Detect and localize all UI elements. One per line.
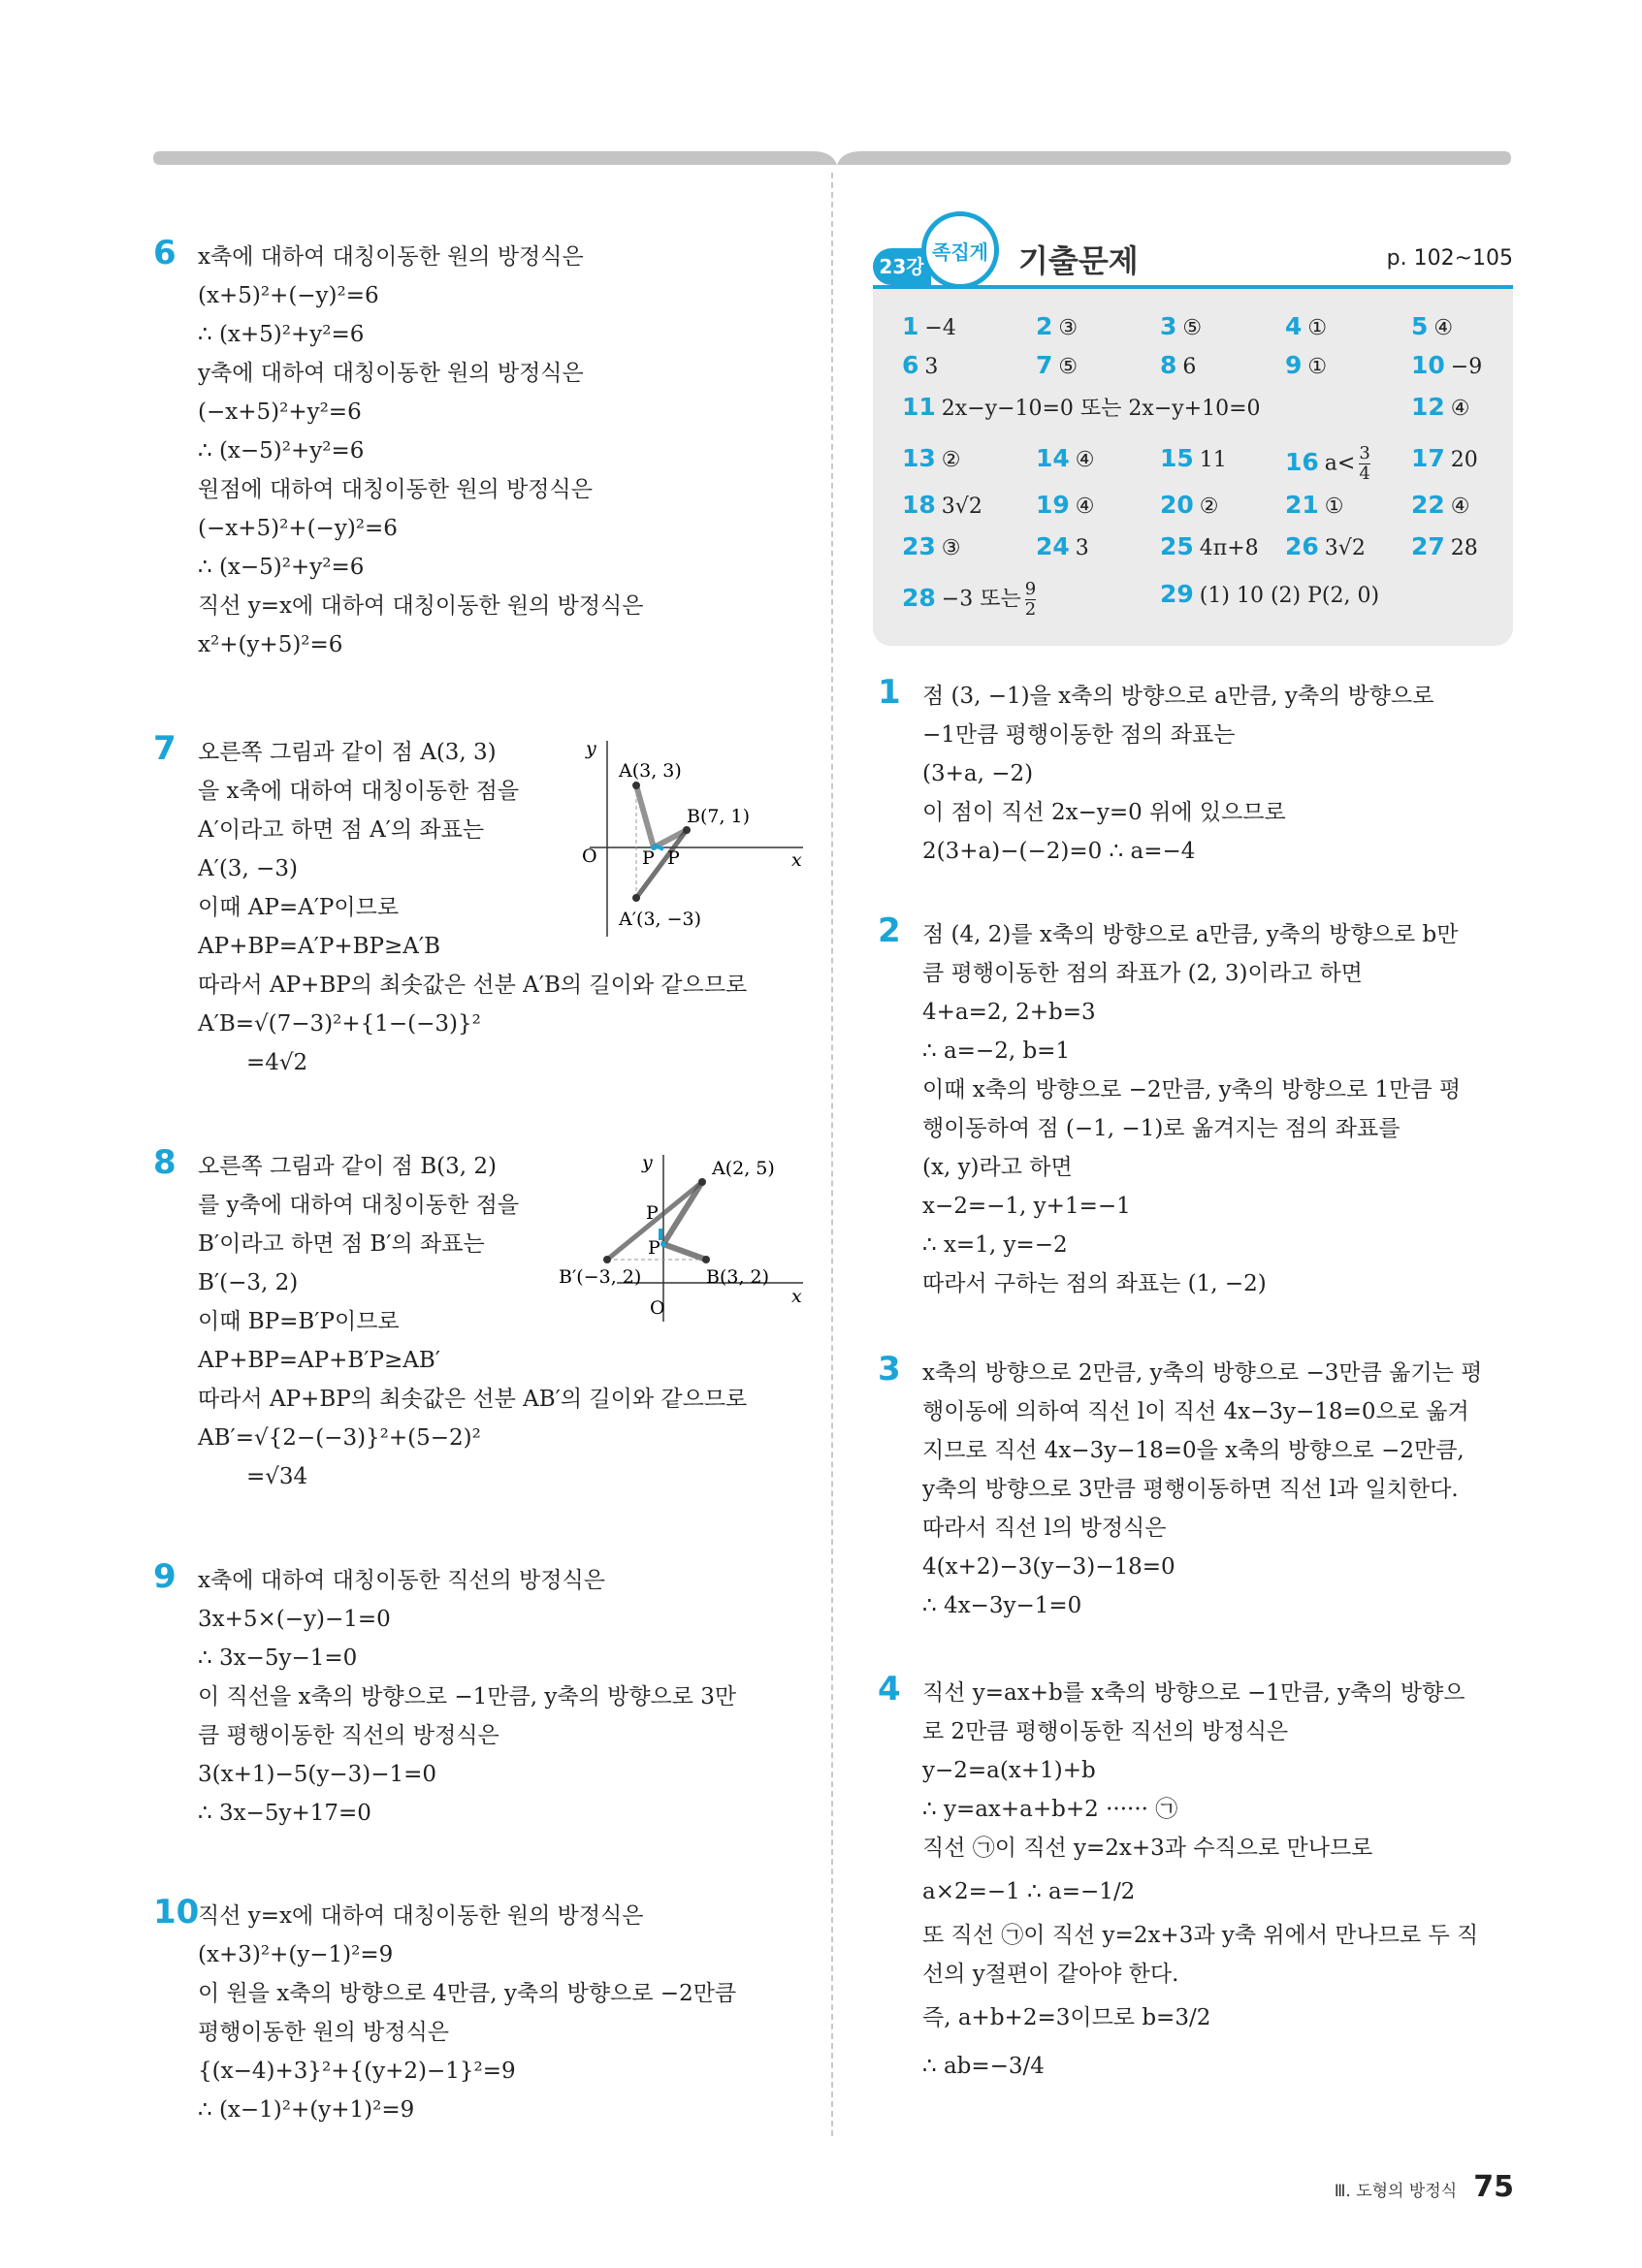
line: 를 y축에 대하여 대칭이동한 점을	[198, 1193, 520, 1218]
figure-label-B: B(3, 2)	[706, 1266, 770, 1288]
line: ∴ 3x−5y−1=0	[198, 1645, 358, 1671]
answer-value: 2x−y−10=0 또는 2x−y+10=0	[941, 397, 1261, 421]
answer-item	[1411, 444, 1478, 475]
line: (−x+5)²+(−y)²=6	[198, 516, 398, 541]
answer-number: 1	[902, 312, 919, 340]
figure-y-axis-label: y	[586, 738, 596, 759]
answer-item	[1036, 491, 1095, 522]
answer-value: ④	[1433, 316, 1454, 340]
line: 큼 평행이동한 점의 좌표가 (2, 3)이라고 하면	[922, 961, 1363, 986]
answer-value: 3√2	[1324, 536, 1366, 560]
answer-value: ④	[1075, 495, 1095, 519]
line: 평행이동한 원의 방정식은	[198, 2020, 450, 2045]
line: AB′=√{2−(−3)}²+(5−2)²	[198, 1425, 481, 1451]
answer-item	[902, 580, 1036, 620]
line: −1만큼 평행이동한 점의 좌표는	[922, 722, 1236, 748]
answer-value: 3	[924, 355, 939, 379]
figure-label-A-prime: A′(3, −3)	[619, 909, 702, 930]
line: 따라서 AP+BP의 최솟값은 선분 A′B의 길이와 같으므로	[198, 973, 748, 998]
solution-lines	[198, 1897, 803, 2129]
line: =√34	[246, 1464, 308, 1489]
answer-number: 4	[1285, 312, 1303, 340]
line: 따라서 직선 l의 방정식은	[922, 1516, 1167, 1541]
answer-value: ②	[941, 448, 961, 472]
answer-value: 4π+8	[1199, 536, 1259, 560]
line: 직선 ㉠이 직선 y=2x+3과 수직으로 만나므로	[922, 1836, 1373, 1861]
answer-number: 11	[902, 393, 936, 421]
figure-label-P: P	[648, 1237, 660, 1259]
answer-item	[1160, 351, 1196, 382]
lecture-tag: 23강	[873, 248, 931, 285]
figure-reflection-x-axis	[559, 733, 803, 937]
line: (x+5)²+(−y)²=6	[198, 283, 379, 308]
answer-item	[1411, 532, 1478, 563]
line: A′이라고 하면 점 A′의 좌표는	[198, 817, 485, 843]
line: x축에 대하여 대칭이동한 직선의 방정식은	[198, 1568, 605, 1593]
line: 직선 y=ax+b를 x축의 방향으로 −1만큼, y축의 방향으	[922, 1680, 1465, 1706]
line: 선의 y절편이 같아야 한다.	[922, 1962, 1179, 1987]
answer-number: 24	[1036, 532, 1070, 560]
solution-lines	[198, 238, 803, 664]
figure-label-B: B(7, 1)	[687, 806, 751, 827]
answer-item	[1036, 532, 1089, 563]
line: (x, y)라고 하면	[922, 1155, 1073, 1180]
line: (−x+5)²+y²=6	[198, 399, 362, 425]
answer-value: −4	[924, 316, 956, 340]
answer-key-header	[873, 211, 1513, 289]
page-footer	[1335, 2170, 1514, 2204]
problem-number: 4	[878, 1670, 901, 1709]
line: ∴ (x−1)²+(y+1)²=9	[198, 2097, 415, 2123]
line: 큼 평행이동한 직선의 방정식은	[198, 1723, 499, 1748]
line: A′B=√(7−3)²+{1−(−3)}²	[198, 1011, 481, 1037]
answer-value: ②	[1199, 495, 1219, 519]
line: 오른쪽 그림과 같이 점 A(3, 3)	[198, 740, 497, 765]
answer-number: 17	[1411, 444, 1445, 472]
figure-label-P: P	[642, 847, 655, 869]
answer-number: 16	[1285, 447, 1319, 476]
answer-item	[1036, 312, 1078, 343]
answer-number: 12	[1411, 393, 1445, 421]
answer-value: a<	[1324, 451, 1356, 476]
answer-number: 18	[902, 491, 936, 519]
line: 점 (4, 2)를 x축의 방향으로 a만큼, y축의 방향으로 b만	[922, 922, 1459, 947]
answer-item	[1285, 351, 1327, 382]
answer-item	[902, 444, 961, 475]
figure-y-axis-label: y	[642, 1152, 653, 1173]
badge-circle: 족집게	[921, 211, 999, 289]
answer-number: 13	[902, 444, 936, 472]
line: 이때 BP=B′P이므로	[198, 1309, 400, 1334]
answer-number: 23	[902, 532, 936, 560]
answer-item	[902, 532, 961, 563]
answer-number: 14	[1036, 444, 1070, 472]
answer-number: 7	[1036, 351, 1053, 379]
line: ∴ 3x−5y+17=0	[198, 1801, 371, 1826]
answer-number: 20	[1160, 491, 1194, 519]
problem-number: 3	[878, 1350, 901, 1389]
answer-item	[1160, 312, 1202, 343]
solution-lines	[198, 1561, 803, 1833]
fraction-denominator: 2	[1024, 599, 1037, 620]
answer-number: 27	[1411, 532, 1445, 560]
line: 이 점이 직선 2x−y=0 위에 있으므로	[922, 800, 1286, 825]
line: AP+BP=A′P+BP≥A′B	[198, 934, 440, 959]
line: 3(x+1)−5(y−3)−1=0	[198, 1762, 437, 1787]
line: 따라서 구하는 점의 좌표는 (1, −2)	[922, 1271, 1267, 1296]
fraction-numerator: 9	[1024, 579, 1037, 599]
answer-item	[902, 393, 1261, 424]
figure-label-origin: O	[582, 846, 597, 867]
answer-value: (1) 10 (2) P(2, 0)	[1199, 584, 1380, 608]
line: 이 직선을 x축의 방향으로 −1만큼, y축의 방향으로 3만	[198, 1684, 737, 1709]
answer-value: 20	[1450, 448, 1478, 472]
line: ∴ (x−5)²+y²=6	[198, 438, 365, 463]
line: ∴ a=−2, b=1	[922, 1038, 1071, 1064]
figure-reflection-y-axis	[559, 1147, 803, 1326]
line: x축에 대하여 대칭이동한 원의 방정식은	[198, 244, 584, 270]
line: 2(3+a)−(−2)=0 ∴ a=−4	[922, 839, 1196, 864]
answer-value: 3	[1075, 536, 1089, 560]
problem-number: 1	[878, 673, 901, 712]
line: ∴ (x−5)²+y²=6	[198, 555, 365, 580]
answer-item	[1285, 491, 1344, 522]
problem-number: 8	[153, 1143, 177, 1182]
line: A′(3, −3)	[198, 856, 298, 881]
fraction	[1359, 444, 1369, 484]
fraction	[1025, 580, 1036, 620]
problem-number: 2	[878, 911, 901, 950]
line: y−2=a(x+1)+b	[922, 1758, 1096, 1783]
answer-number: 6	[902, 351, 919, 379]
answer-item	[902, 312, 956, 343]
line: x축의 방향으로 2만큼, y축의 방향으로 −3만큼 옮기는 평	[922, 1360, 1483, 1386]
answer-number: 3	[1160, 312, 1177, 340]
line: (3+a, −2)	[922, 761, 1034, 786]
line: 이 원을 x축의 방향으로 4만큼, y축의 방향으로 −2만큼	[198, 1981, 737, 2006]
answer-number: 10	[1411, 351, 1445, 379]
problem-number: 6	[153, 234, 177, 272]
line: 4(x+2)−3(y−3)−18=0	[922, 1554, 1175, 1580]
answer-item	[1411, 491, 1470, 522]
answer-value: −3 또는	[941, 587, 1021, 612]
column-divider	[831, 173, 833, 2136]
line: ∴ y=ax+a+b+2 ······ ㉠	[922, 1797, 1178, 1822]
line: 행이동하여 점 (−1, −1)로 옮겨지는 점의 좌표를	[922, 1116, 1401, 1141]
answer-key-title: 기출문제	[1018, 242, 1139, 279]
problem-number: 7	[153, 729, 177, 768]
line: 지므로 직선 4x−3y−18=0을 x축의 방향으로 −2만큼,	[922, 1438, 1465, 1463]
line: B′이라고 하면 점 B′의 좌표는	[198, 1231, 485, 1257]
line: x−2=−1, y+1=−1	[922, 1194, 1131, 1219]
top-divider-bar	[153, 151, 1511, 165]
line: 로 2만큼 평행이동한 직선의 방정식은	[922, 1719, 1289, 1744]
answer-item	[1411, 312, 1453, 343]
page-number: 75	[1473, 2170, 1514, 2204]
solution-lines	[922, 915, 1518, 1303]
figure-x-axis-label: x	[791, 849, 802, 871]
fraction-denominator: 4	[1359, 463, 1370, 484]
line: ∴ ab=−3/4	[922, 2054, 1045, 2079]
answer-value: −9	[1450, 355, 1483, 379]
figure-x-axis-label: x	[791, 1286, 802, 1307]
answer-value: ⑤	[1058, 355, 1079, 379]
line: ∴ 4x−3y−1=0	[922, 1593, 1082, 1618]
answer-number: 8	[1160, 351, 1177, 379]
answer-number: 22	[1411, 491, 1445, 519]
fraction-numerator: 3	[1359, 443, 1370, 463]
page-range: p. 102~105	[1386, 246, 1513, 271]
solution-lines	[922, 677, 1518, 871]
line: 따라서 AP+BP의 최솟값은 선분 AB′의 길이와 같으므로	[198, 1387, 748, 1412]
answer-value: 11	[1199, 448, 1227, 472]
line: 을 x축에 대하여 대칭이동한 점을	[198, 779, 520, 804]
line: {(x−4)+3}²+{(y+2)−1}²=9	[198, 2059, 516, 2084]
answer-value: ④	[1075, 448, 1095, 472]
figure-label-origin: O	[650, 1297, 665, 1319]
answer-number: 5	[1411, 312, 1429, 340]
figure-label-P: P	[667, 847, 680, 869]
answer-value: ①	[1307, 355, 1328, 379]
line: =4√2	[246, 1050, 308, 1075]
line: 4+a=2, 2+b=3	[922, 1000, 1096, 1025]
answer-item	[1285, 444, 1370, 484]
line: 오른쪽 그림과 같이 점 B(3, 2)	[198, 1154, 497, 1179]
answer-value: ③	[1058, 316, 1079, 340]
answer-number: 19	[1036, 491, 1070, 519]
figure-label-P: P	[646, 1202, 659, 1224]
answer-value: ⑤	[1182, 316, 1203, 340]
answer-number: 9	[1285, 351, 1303, 379]
answer-number: 21	[1285, 491, 1319, 519]
answer-value: ③	[941, 536, 961, 560]
line: 직선 y=x에 대하여 대칭이동한 원의 방정식은	[198, 593, 644, 619]
answer-item	[1160, 444, 1227, 475]
answer-item	[1411, 351, 1482, 382]
answer-value: ①	[1324, 495, 1344, 519]
answer-item	[1160, 491, 1219, 522]
answer-value: 6	[1182, 355, 1197, 379]
line: (x+3)²+(y−1)²=9	[198, 1942, 394, 1967]
answer-item	[1160, 532, 1259, 563]
answer-number: 28	[902, 583, 936, 612]
solution-lines	[922, 1674, 1518, 2091]
line: 또 직선 ㉠이 직선 y=2x+3과 y축 위에서 만나므로 두 직	[922, 1923, 1479, 1948]
line: AP+BP=AP+B′P≥AB′	[198, 1348, 440, 1373]
line: 이때 AP=A′P이므로	[198, 895, 400, 920]
header-rule	[873, 285, 1513, 289]
line: x²+(y+5)²=6	[198, 632, 343, 657]
figure-label-A: A(3, 3)	[619, 760, 682, 782]
line: y축의 방향으로 3만큼 평행이동하면 직선 l과 일치한다.	[922, 1477, 1459, 1502]
answer-item	[1036, 444, 1095, 475]
line: 3x+5×(−y)−1=0	[198, 1607, 391, 1632]
solution-lines	[922, 1354, 1518, 1625]
line: ∴ x=1, y=−2	[922, 1232, 1068, 1258]
problem-number: 9	[153, 1557, 177, 1596]
answer-item	[1285, 532, 1366, 563]
answer-value: ①	[1307, 316, 1328, 340]
answer-value: ④	[1450, 495, 1470, 519]
line: 점 (3, −1)을 x축의 방향으로 a만큼, y축의 방향으로	[922, 684, 1434, 709]
answer-item	[1285, 312, 1327, 343]
answer-value: 28	[1450, 536, 1478, 560]
answer-item	[1036, 351, 1078, 382]
figure-label-A: A(2, 5)	[712, 1158, 775, 1179]
line: 직선 y=x에 대하여 대칭이동한 원의 방정식은	[198, 1903, 644, 1929]
line: ∴ (x+5)²+y²=6	[198, 322, 365, 347]
answer-item	[902, 351, 938, 382]
answer-value: ④	[1450, 397, 1470, 421]
chapter-title: Ⅲ. 도형의 방정식	[1334, 2182, 1458, 2201]
line: 원점에 대하여 대칭이동한 원의 방정식은	[198, 477, 593, 502]
line: y축에 대하여 대칭이동한 원의 방정식은	[198, 361, 584, 386]
line: B′(−3, 2)	[198, 1270, 299, 1295]
answer-item	[1411, 393, 1470, 424]
figure-label-B-prime: B′(−3, 2)	[559, 1266, 642, 1288]
answer-number: 15	[1160, 444, 1194, 472]
answer-number: 26	[1285, 532, 1319, 560]
answer-number: 29	[1160, 580, 1194, 608]
answer-value: 3√2	[941, 495, 982, 519]
answer-number: 25	[1160, 532, 1194, 560]
answer-number: 2	[1036, 312, 1053, 340]
answer-item	[1160, 580, 1379, 611]
line: a×2=−1 ∴ a=−1/2	[922, 1879, 1136, 1904]
line: 행이동에 의하여 직선 l이 직선 4x−3y−18=0으로 옮겨	[922, 1399, 1469, 1424]
answer-item	[902, 491, 982, 522]
line: 즉, a+b+2=3이므로 b=3/2	[922, 2005, 1211, 2030]
problem-number: 10	[153, 1893, 200, 1932]
line: 이때 x축의 방향으로 −2만큼, y축의 방향으로 1만큼 평	[922, 1077, 1462, 1102]
